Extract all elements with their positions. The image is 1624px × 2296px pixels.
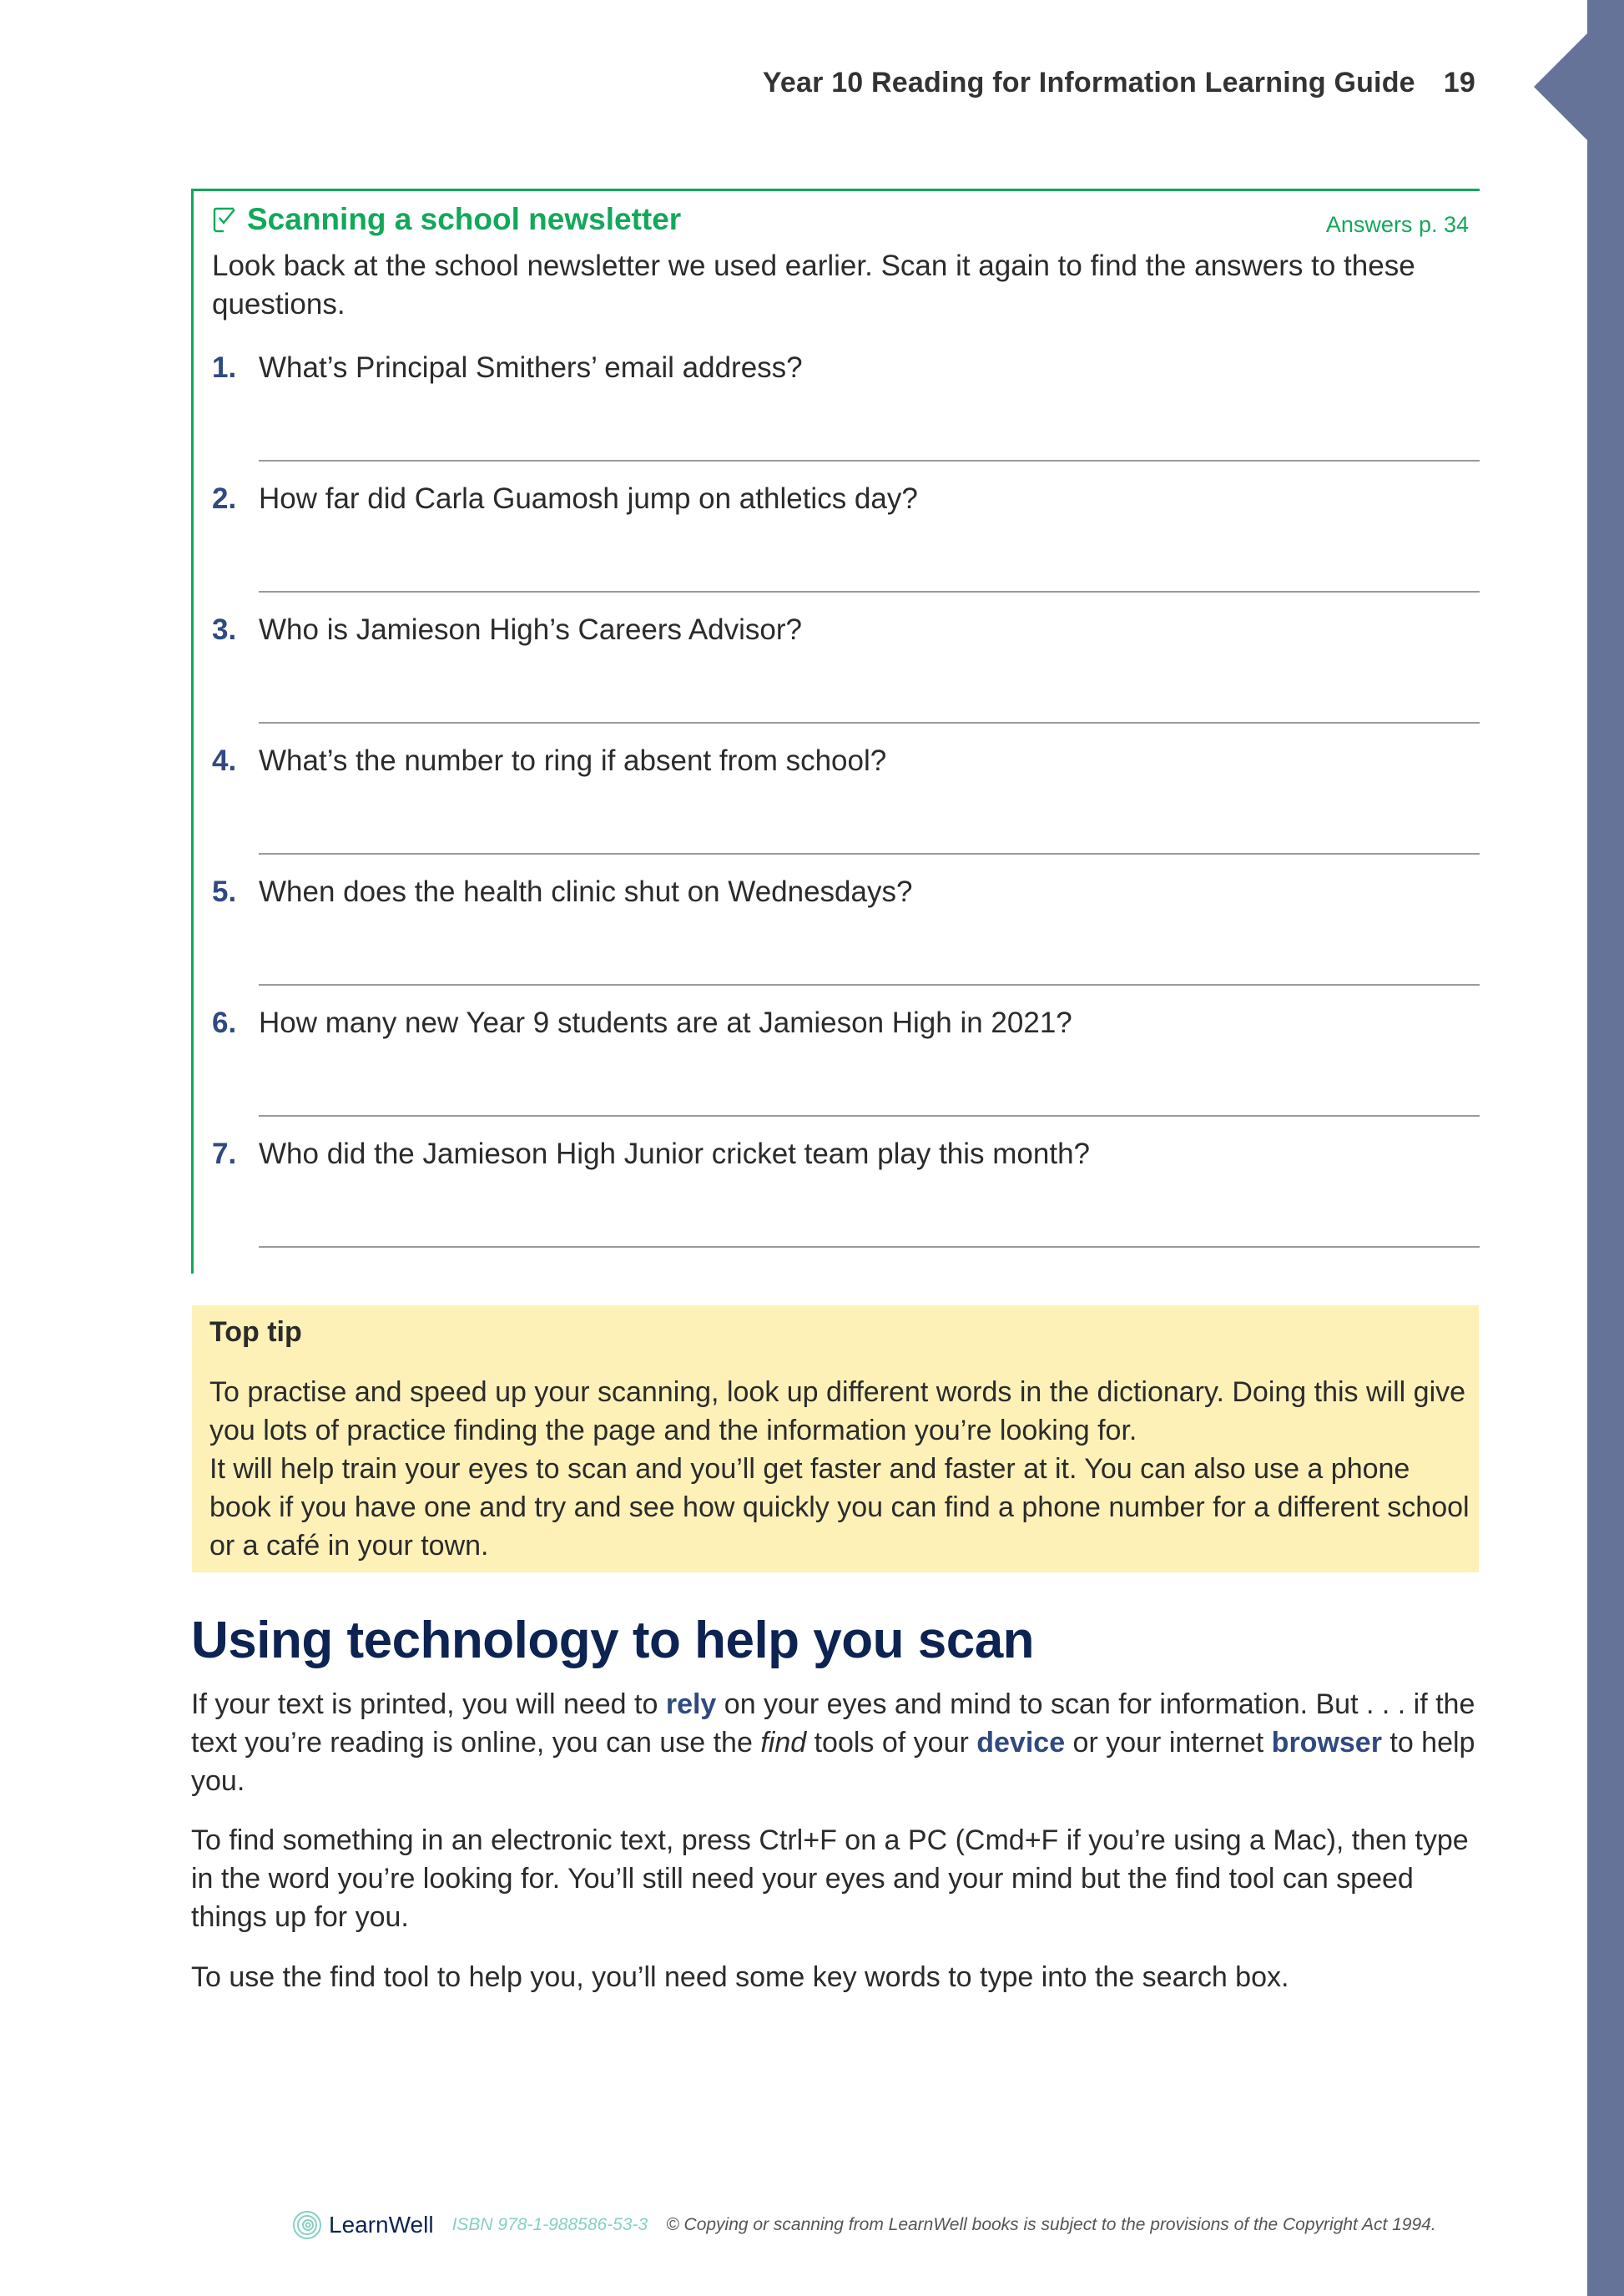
question-text: How far did Carla Guamosh jump on athletics day? bbox=[259, 482, 918, 515]
question-text: How many new Year 9 students are at Jamieson High in 2021? bbox=[259, 1007, 1072, 1039]
top-tip-body bbox=[209, 1373, 1470, 1565]
answer-line[interactable] bbox=[259, 460, 1480, 462]
running-title: Year 10 Reading for Information Learning Guide bbox=[762, 67, 1415, 98]
question-number: 1. bbox=[212, 351, 237, 384]
page-number: 19 bbox=[1443, 67, 1475, 98]
answers-reference[interactable]: Answers p. 34 bbox=[1325, 212, 1469, 237]
answer-line[interactable] bbox=[259, 722, 1480, 724]
question-item bbox=[212, 742, 886, 780]
question-number: 7. bbox=[212, 1138, 237, 1170]
activity-title bbox=[212, 202, 681, 237]
question-number: 4. bbox=[212, 744, 237, 777]
paragraph-1 bbox=[191, 1685, 1493, 1800]
section-heading: Using technology to help you scan bbox=[191, 1612, 1035, 1669]
keyword-browser: browser bbox=[1271, 1727, 1382, 1759]
question-item bbox=[212, 611, 802, 649]
answer-line[interactable] bbox=[259, 1246, 1480, 1248]
question-item bbox=[212, 873, 912, 911]
p1-text-d: or your internet bbox=[1065, 1727, 1272, 1759]
keyword-device: device bbox=[976, 1727, 1066, 1759]
running-header bbox=[763, 67, 1475, 99]
question-item bbox=[212, 480, 918, 518]
question-item bbox=[212, 1135, 1090, 1173]
question-text: Who is Jamieson High’s Careers Advisor? bbox=[259, 613, 803, 646]
brand-name: LearnWell bbox=[329, 2212, 434, 2238]
swirl-logo-icon bbox=[292, 2209, 322, 2241]
answer-line[interactable] bbox=[259, 591, 1480, 593]
paragraph-2: To find something in an electronic text, press Ctrl+F on a PC (Cmd+F if you’re using a Mac), then type in the word you’re looking for. You’ll still need your eyes and your mind but the find tool can speed things up for you. bbox=[191, 1824, 1469, 1933]
question-text: Who did the Jamieson High Junior cricket team play this month? bbox=[259, 1138, 1091, 1170]
p1-text-e: to help you. bbox=[191, 1727, 1475, 1797]
activity-title-text: Scanning a school newsletter bbox=[247, 202, 682, 236]
footer bbox=[292, 2208, 1436, 2242]
page-tab-arrow-icon bbox=[1534, 33, 1587, 140]
answer-line[interactable] bbox=[259, 853, 1480, 855]
top-tip-body-2: It will help train your eyes to scan and you’ll get faster and faster at it. You can also use a phone book if you have one and try and see how quickly you can find a phone number for a different school or a café in your town. bbox=[209, 1453, 1470, 1562]
question-number: 5. bbox=[212, 876, 237, 908]
keyword-rely: rely bbox=[665, 1688, 717, 1720]
paragraph-3: To use the find tool to help you, you’ll need some key words to type into the search box. bbox=[191, 1961, 1289, 1993]
question-item bbox=[212, 349, 803, 387]
answer-line[interactable] bbox=[259, 984, 1480, 986]
side-band bbox=[1587, 0, 1624, 2296]
copyright-notice: © Copying or scanning from LearnWell books is subject to the provisions of the Copyright Act 1994. bbox=[666, 2215, 1436, 2234]
question-text: When does the health clinic shut on Wednesdays? bbox=[259, 876, 913, 908]
question-number: 6. bbox=[212, 1007, 237, 1039]
p1-text-b: on your eyes and mind to scan for information. But . . . if the text you’re reading is online, you can use the bbox=[191, 1688, 1475, 1759]
question-text: What’s the number to ring if absent from school? bbox=[259, 744, 887, 777]
p1-text-a: If your text is printed, you will need to bbox=[191, 1688, 666, 1720]
isbn: ISBN 978-1-988586-53-3 bbox=[451, 2215, 648, 2234]
question-text: What’s Principal Smithers’ email address? bbox=[259, 351, 803, 384]
checkbox-tick-icon bbox=[212, 205, 240, 234]
question-number: 2. bbox=[212, 482, 237, 515]
p1-text-c: tools of your bbox=[806, 1727, 977, 1759]
activity-intro: Look back at the school newsletter we used earlier. Scan it again to find the answers to these questions. bbox=[212, 250, 1415, 320]
question-item bbox=[212, 1004, 1072, 1042]
top-tip-title: Top tip bbox=[209, 1316, 302, 1348]
question-number: 3. bbox=[212, 613, 237, 646]
top-tip-body-1: To practise and speed up your scanning, look up different words in the dictionary. Doing this will give you lots of practice finding the page and the information you’re looking for. bbox=[209, 1376, 1466, 1446]
answer-line[interactable] bbox=[259, 1115, 1480, 1117]
emphasis-find: find bbox=[760, 1727, 807, 1759]
